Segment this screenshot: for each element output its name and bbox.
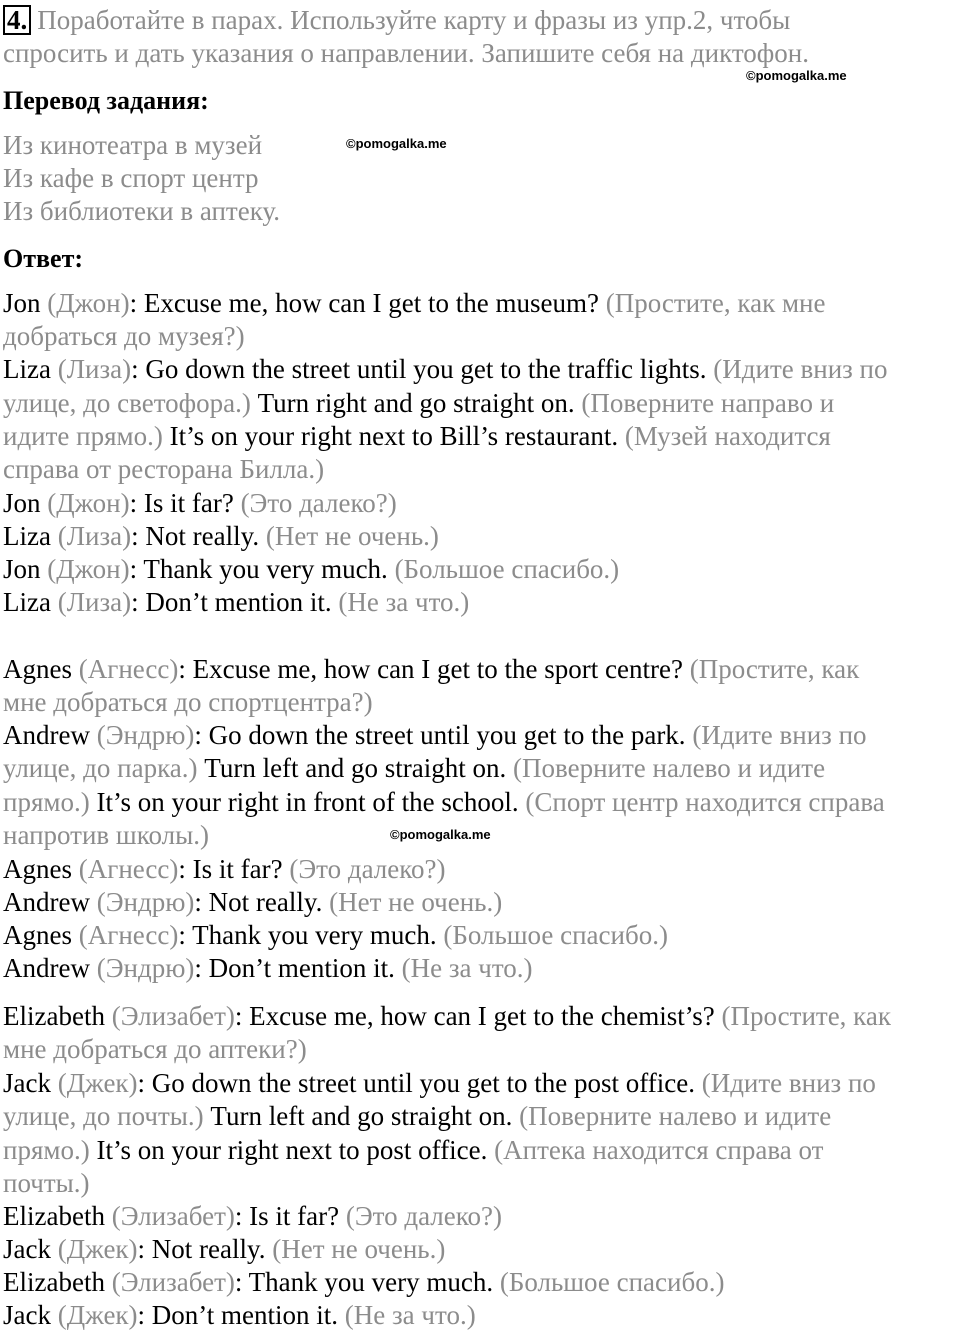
english-text: : Don’t mention it. <box>194 953 402 983</box>
russian-translation: (Это далеко?) <box>345 1201 502 1231</box>
dialogue-line <box>3 420 831 453</box>
russian-translation: (Лиза) <box>57 521 132 551</box>
dialogue-line <box>3 1167 90 1200</box>
russian-translation: (Это далеко?) <box>240 488 397 518</box>
english-text: Jack <box>3 1234 58 1264</box>
dialogue-line <box>3 719 867 752</box>
english-text: : Not really. <box>194 887 330 917</box>
russian-translation: (Поверните налево и идите <box>513 753 826 783</box>
task-number: 4. <box>3 5 31 35</box>
russian-translation: (Агнесс) <box>78 854 179 884</box>
dialogue-line <box>3 919 668 952</box>
dialogue-line <box>3 1233 445 1266</box>
english-text: : Thank you very much. <box>129 554 395 584</box>
russian-translation: улице, до светофора.) <box>3 388 258 418</box>
russian-translation: (Джон) <box>47 554 130 584</box>
english-text: Liza <box>3 587 58 617</box>
russian-translation: (Элизабет) <box>111 1201 235 1231</box>
russian-translation: (Джек) <box>57 1068 138 1098</box>
russian-translation: (Поверните направо и <box>581 388 835 418</box>
task-text-1: Поработайте в парах. Используйте карту и фразы из упр.2, чтобы <box>37 5 791 35</box>
dialogue-line <box>3 287 826 320</box>
russian-translation: (Это далеко?) <box>289 854 446 884</box>
english-text: Elizabeth <box>3 1001 112 1031</box>
english-text: It’s on your right in front of the school. <box>96 787 526 817</box>
task-line-2: спросить и дать указания о направлении. Запишите себя на диктофон. <box>3 38 809 68</box>
english-text: : Don’t mention it. <box>137 1300 345 1330</box>
dialogue-line <box>3 1299 476 1332</box>
english-text: Andrew <box>3 720 97 750</box>
russian-translation: (Поверните налево и идите <box>519 1101 832 1131</box>
english-text: : Excuse me, how can I get to the chemist’s? <box>234 1001 722 1031</box>
dialogue-line <box>3 320 245 353</box>
dialogue-line <box>3 952 533 985</box>
russian-translation: (Простите, как <box>721 1001 891 1031</box>
russian-translation: прямо.) <box>3 1135 97 1165</box>
english-text: Andrew <box>3 887 97 917</box>
watermark: ©pomogalka.me <box>746 68 847 83</box>
russian-translation: напротив школы.) <box>3 820 209 850</box>
english-text: Jack <box>3 1300 58 1330</box>
english-text: : Go down the street until you get to the post office. <box>137 1068 702 1098</box>
english-text: : Is it far? <box>234 1201 346 1231</box>
english-text: Elizabeth <box>3 1267 112 1297</box>
dialogue-line <box>3 1100 831 1133</box>
english-text: : Thank you very much. <box>234 1267 500 1297</box>
russian-translation: улице, до почты.) <box>3 1101 211 1131</box>
dialogue-line <box>3 1200 502 1233</box>
english-text: Liza <box>3 521 58 551</box>
dialogue-line <box>3 1033 307 1066</box>
english-text: Jon <box>3 554 48 584</box>
english-text: : Not really. <box>137 1234 273 1264</box>
russian-translation: (Не за что.) <box>338 587 470 617</box>
dialogue-line <box>3 353 888 386</box>
watermark: ©pomogalka.me <box>390 827 491 842</box>
russian-translation: (Большое спасибо.) <box>443 920 668 950</box>
russian-translation: (Агнесс) <box>78 654 179 684</box>
russian-translation: мне добраться до спортцентра?) <box>3 687 373 717</box>
english-text: Turn left and go straight on. <box>204 753 514 783</box>
dialogue-line <box>3 653 859 686</box>
english-text: : Excuse me, how can I get to the sport centre? <box>178 654 690 684</box>
route-1: Из кинотеатра в музей <box>3 130 263 160</box>
english-text: Andrew <box>3 953 97 983</box>
russian-translation: (Нет не очень.) <box>265 521 439 551</box>
translation-heading: Перевод задания: <box>3 86 209 115</box>
english-text: Jack <box>3 1068 58 1098</box>
english-text: Agnes <box>3 654 79 684</box>
dialogue-line <box>3 686 373 719</box>
dialogue-line <box>3 819 209 852</box>
russian-translation: (Джон) <box>47 288 130 318</box>
russian-translation: (Не за что.) <box>344 1300 476 1330</box>
dialogue-line <box>3 752 825 785</box>
route-3: Из библиотеки в аптеку. <box>3 196 280 226</box>
english-text: : Go down the street until you get to the traffic lights. <box>131 354 714 384</box>
task-line-1 <box>3 4 790 37</box>
russian-translation: (Элизабет) <box>111 1267 235 1297</box>
english-text: Turn right and go straight on. <box>257 388 582 418</box>
russian-translation: (Идите вниз по <box>713 354 888 384</box>
russian-translation: (Лиза) <box>57 354 132 384</box>
dialogue-line <box>3 1067 876 1100</box>
dialogue-line <box>3 520 439 553</box>
english-text: : Don’t mention it. <box>131 587 339 617</box>
watermark: ©pomogalka.me <box>346 136 447 151</box>
russian-translation: добраться до музея?) <box>3 321 245 351</box>
english-text: It’s on your right next to Bill’s restaurant. <box>169 421 625 451</box>
english-text: : Not really. <box>131 521 266 551</box>
russian-translation: (Простите, как мне <box>605 288 826 318</box>
dialogue-line <box>3 1000 891 1033</box>
english-text: : Is it far? <box>129 488 241 518</box>
russian-translation: (Спорт центр находится справа <box>525 787 885 817</box>
english-text: Jon <box>3 288 48 318</box>
russian-translation: прямо.) <box>3 787 97 817</box>
russian-translation: (Агнесс) <box>78 920 179 950</box>
russian-translation: (Простите, как <box>689 654 860 684</box>
russian-translation: (Нет не очень.) <box>272 1234 446 1264</box>
russian-translation: (Большое спасибо.) <box>499 1267 725 1297</box>
english-text: : Go down the street until you get to the park. <box>194 720 693 750</box>
dialogue-line <box>3 1266 724 1299</box>
russian-translation: (Идите вниз по <box>701 1068 876 1098</box>
russian-translation: (Нет не очень.) <box>329 887 503 917</box>
dialogue-line <box>3 586 469 619</box>
english-text: Agnes <box>3 920 79 950</box>
dialogue-line <box>3 1134 823 1167</box>
english-text: : Thank you very much. <box>178 920 444 950</box>
dialogue-line <box>3 487 397 520</box>
dialogue-line <box>3 387 834 420</box>
english-text: Liza <box>3 354 58 384</box>
english-text: Turn left and go straight on. <box>210 1101 520 1131</box>
english-text: Jon <box>3 488 48 518</box>
dialogue-line <box>3 886 502 919</box>
english-text: Elizabeth <box>3 1201 112 1231</box>
dialogue-line <box>3 553 619 586</box>
russian-translation: (Аптека находится справа от <box>494 1135 824 1165</box>
russian-translation: (Эндрю) <box>96 887 195 917</box>
dialogue-line <box>3 453 324 486</box>
russian-translation: (Большое спасибо.) <box>394 554 620 584</box>
dialogue-line <box>3 786 885 819</box>
english-text: It’s on your right next to post office. <box>96 1135 495 1165</box>
russian-translation: справа от ресторана Билла.) <box>3 454 325 484</box>
russian-translation: почты.) <box>3 1168 90 1198</box>
russian-translation: (Лиза) <box>57 587 132 617</box>
russian-translation: (Джек) <box>57 1300 138 1330</box>
russian-translation: (Не за что.) <box>401 953 533 983</box>
answer-heading: Ответ: <box>3 244 84 273</box>
russian-translation: (Идите вниз по <box>692 720 867 750</box>
russian-translation: (Эндрю) <box>96 953 195 983</box>
russian-translation: (Элизабет) <box>111 1001 235 1031</box>
english-text: : Excuse me, how can I get to the museum? <box>129 288 606 318</box>
route-2: Из кафе в спорт центр <box>3 163 259 193</box>
dialogue-line <box>3 853 446 886</box>
russian-translation: (Музей находится <box>624 421 831 451</box>
english-text: : Is it far? <box>178 854 290 884</box>
russian-translation: (Джон) <box>47 488 130 518</box>
russian-translation: (Джек) <box>57 1234 138 1264</box>
russian-translation: (Эндрю) <box>96 720 195 750</box>
russian-translation: улице, до парка.) <box>3 753 205 783</box>
russian-translation: мне добраться до аптеки?) <box>3 1034 307 1064</box>
russian-translation: идите прямо.) <box>3 421 170 451</box>
english-text: Agnes <box>3 854 79 884</box>
